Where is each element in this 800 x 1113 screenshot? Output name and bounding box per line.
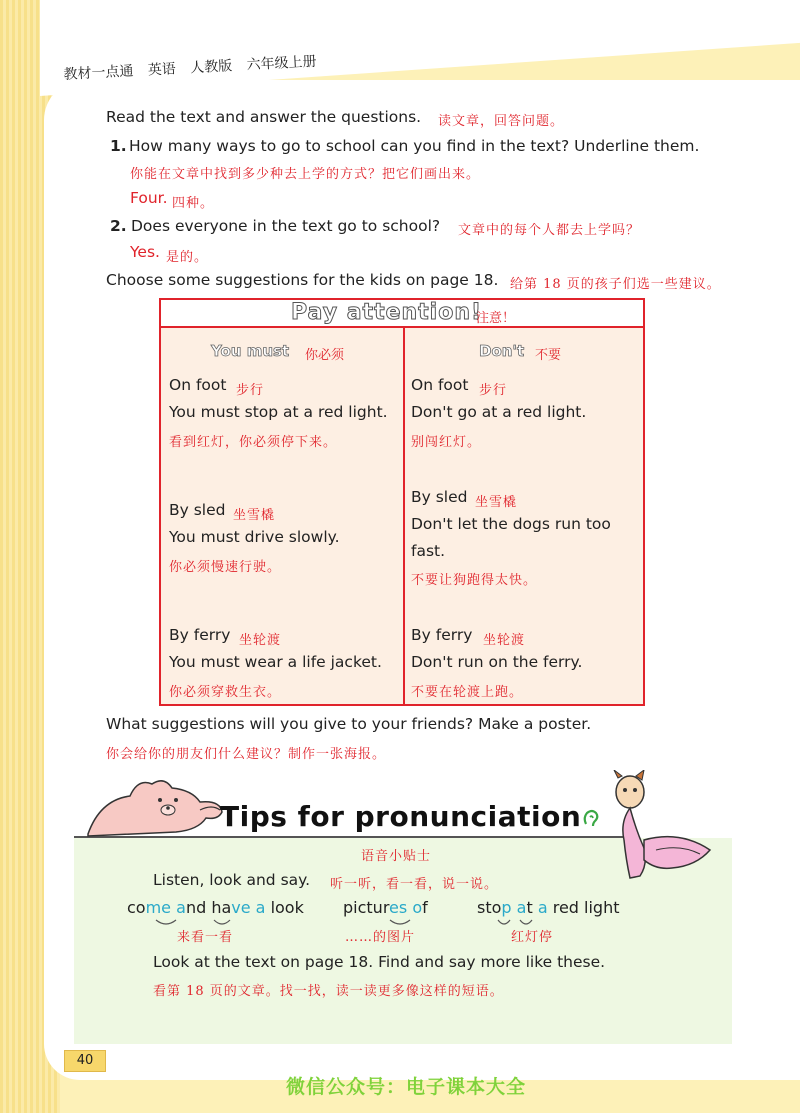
row2-dont-line1: Don't let the dogs run too: [411, 515, 611, 533]
choose-instruction-en: Choose some suggestions for the kids on page 18.: [106, 271, 499, 289]
answer-2-en: Yes.: [130, 243, 160, 261]
column-head-must: You must: [211, 342, 290, 360]
phrase-stop-at-a-red-light: stop at a red light: [477, 898, 620, 917]
pay-attention-table: [159, 298, 645, 706]
tips-title-zh: 语音小贴士: [361, 849, 432, 864]
row2-mode: By sled: [169, 501, 226, 519]
column-head-dont-zh: 不要: [535, 348, 562, 363]
row1-mode: On foot: [169, 376, 227, 394]
row2-must: You must drive slowly.: [169, 528, 340, 546]
poster-instruction-en: What suggestions will you give to your friends? Make a poster.: [106, 715, 592, 733]
row1-dont: Don't go at a red light.: [411, 403, 587, 421]
row3-must: You must wear a life jacket.: [169, 653, 382, 671]
row1-must-zh: 看到红灯，你必须停下来。: [169, 435, 338, 450]
row1-dont-zh: 别闯红灯。: [411, 435, 482, 450]
answer-1-en: Four.: [130, 189, 168, 207]
tips-listen-zh: 听一听，看一看，说一说。: [330, 877, 499, 892]
page-number: 40: [64, 1050, 106, 1072]
row3-mode-zh: 坐轮渡: [239, 633, 282, 648]
poster-instruction-zh: 你会给你的朋友们什么建议？制作一张海报。: [106, 747, 387, 762]
phrase-pictures-of: pictures of: [343, 898, 428, 917]
column-head-dont: Don't: [479, 342, 525, 360]
header-edition: 人教版: [189, 58, 233, 77]
row3-dont: Don't run on the ferry.: [411, 653, 583, 671]
row2-dont-zh: 不要让狗跑得太快。: [411, 573, 538, 588]
tips-listen-en: Listen, look and say.: [153, 871, 311, 889]
table-title: Pay attention!: [291, 300, 483, 325]
row2-must-zh: 你必须慢速行驶。: [169, 560, 282, 575]
tips-look-en: Look at the text on page 18. Find and say more like these.: [153, 953, 606, 971]
answer-1-zh: 四种。: [172, 196, 215, 211]
row1-mode-zh: 步行: [236, 383, 265, 398]
phrase-come-and-have-a-look: come and have a look: [127, 898, 304, 917]
row2-mode-dont-zh: 坐雪橇: [475, 495, 518, 510]
answer-2-zh: 是的。: [166, 250, 209, 265]
phrase3-zh: 红灯停: [511, 930, 554, 945]
question-1-number: 1.: [110, 137, 127, 155]
choose-instruction-zh: 给第 18 页的孩子们选一些建议。: [510, 277, 721, 292]
watermark: 微信公众号：电子课本大全: [286, 1076, 527, 1098]
question-1-zh: 你能在文章中找到多少种去上学的方式？把它们画出来。: [130, 167, 481, 182]
reading-instruction-en: Read the text and answer the questions.: [106, 108, 422, 126]
header-subject: 英语: [147, 61, 177, 79]
row1-mode-dont: On foot: [411, 376, 469, 394]
row3-mode-dont: By ferry: [411, 626, 473, 644]
row1-mode-dont-zh: 步行: [479, 383, 508, 398]
question-2-zh: 文章中的每个人都去上学吗？: [458, 223, 641, 238]
row1-must: You must stop at a red light.: [169, 403, 388, 421]
question-2-en: Does everyone in the text go to school?: [131, 217, 441, 235]
phrase1-zh: 来看一看: [177, 930, 234, 945]
tips-look-zh: 看第 18 页的文章。找一找，读一读更多像这样的短语。: [153, 984, 504, 999]
column-head-must-zh: 你必须: [305, 348, 345, 363]
phrase2-zh: ……的图片: [345, 930, 416, 945]
row3-mode: By ferry: [169, 626, 231, 644]
question-2-number: 2.: [110, 217, 127, 235]
row3-dont-zh: 不要在轮渡上跑。: [411, 685, 524, 700]
header-grade: 六年级上册: [246, 53, 317, 74]
tips-title: Tips for pronunciation: [220, 800, 582, 833]
column-divider: [403, 328, 405, 704]
header-book: 教材一点通: [63, 63, 134, 84]
row3-must-zh: 你必须穿救生衣。: [169, 685, 282, 700]
table-header: [161, 300, 643, 328]
question-1-en: How many ways to go to school can you find in the text? Underline them.: [129, 137, 700, 155]
row3-mode-dont-zh: 坐轮渡: [483, 633, 526, 648]
row2-mode-dont: By sled: [411, 488, 468, 506]
squirrel-icon: [600, 770, 720, 890]
row2-mode-zh: 坐雪橇: [233, 508, 276, 523]
bear-icon: [80, 770, 230, 850]
table-title-zh: 注意！: [476, 311, 516, 326]
row2-dont-line2: fast.: [411, 542, 446, 560]
reading-instruction-zh: 读文章，回答问题。: [438, 114, 565, 129]
ear-icon: [580, 808, 602, 830]
